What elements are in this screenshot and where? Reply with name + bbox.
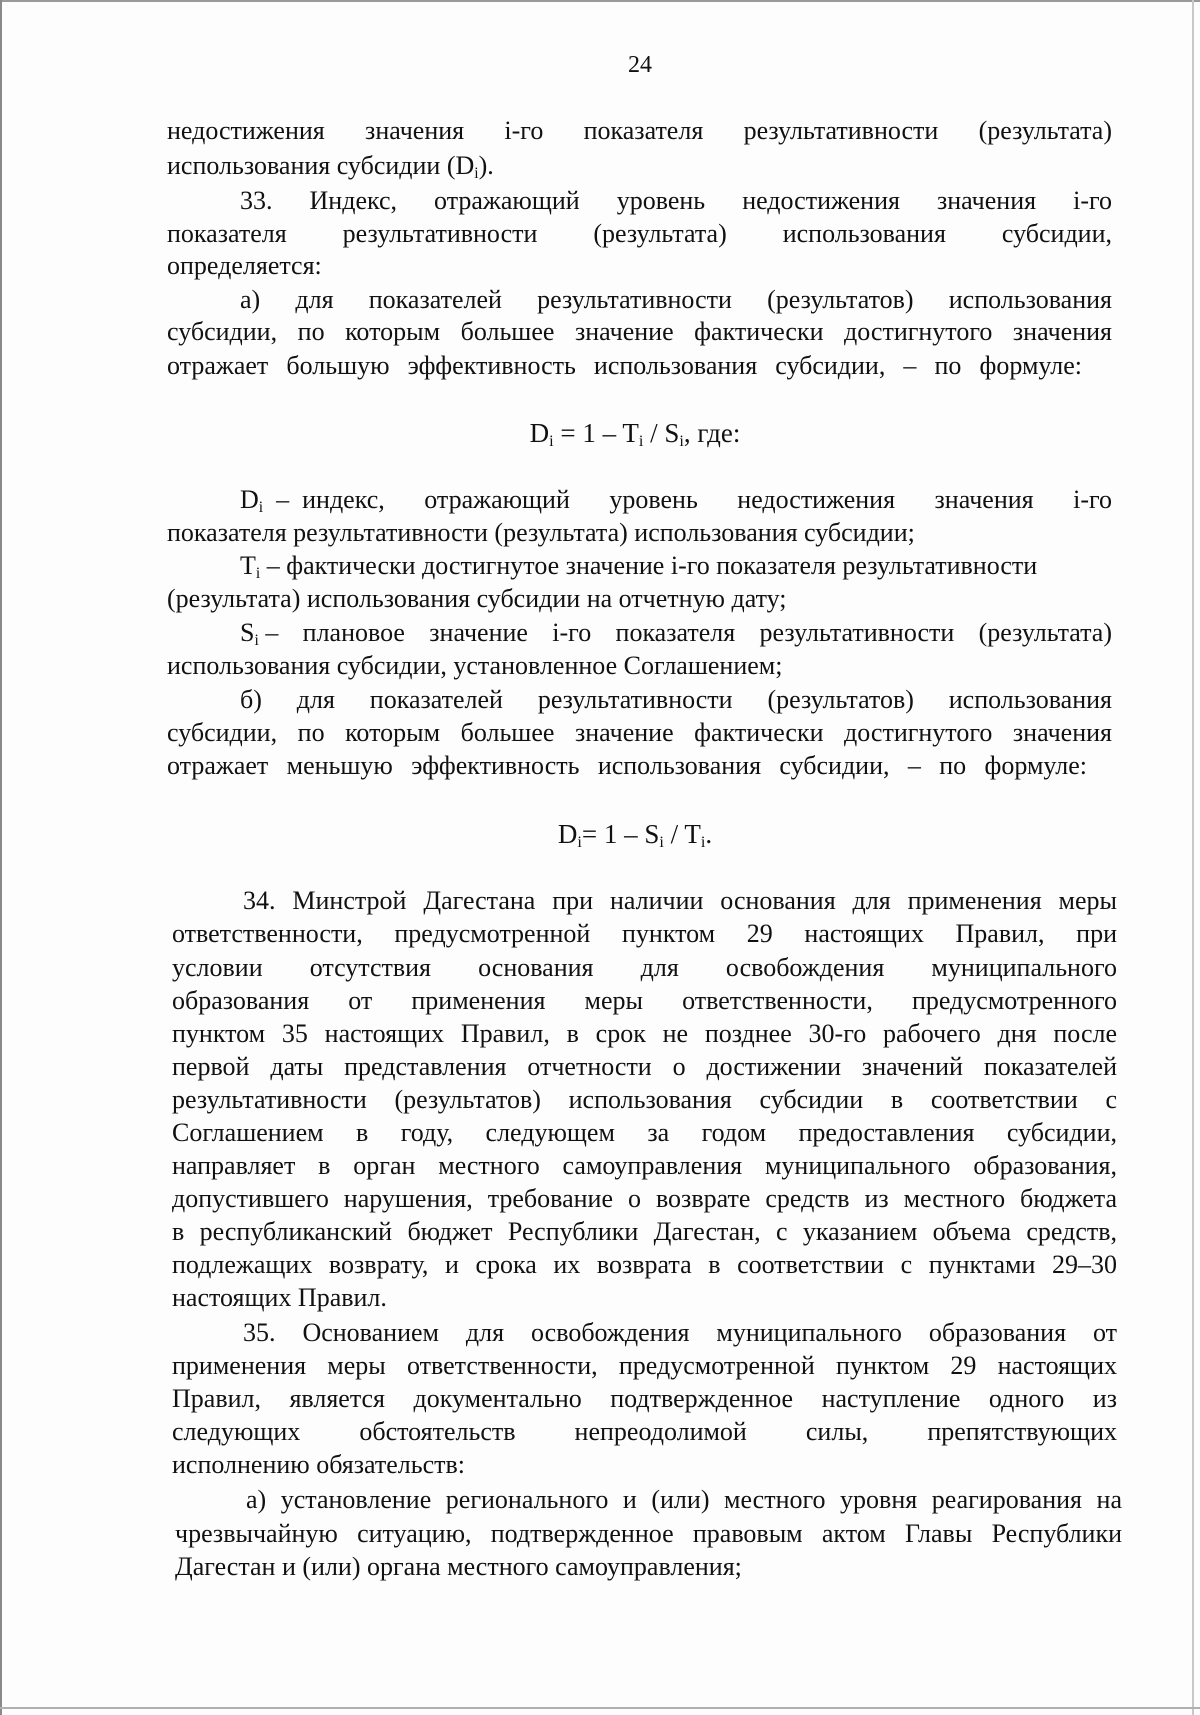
text-line: 34. Минстрой Дагестана при наличии основания для применения меры — [243, 886, 1117, 915]
text-line: Правил, является документально подтвержденное наступление одного из — [172, 1384, 1117, 1413]
formula-symbol: S — [644, 819, 660, 849]
text-fragment: ). — [478, 151, 494, 180]
text-line: а) для показателей результативности (результатов) использования — [240, 285, 1112, 314]
formula-symbol: T — [684, 819, 701, 849]
text-line: (результата) использования субсидии на отчетную дату; — [167, 584, 787, 613]
text-line: отражает большую эффективность использования субсидии, – по формуле: — [167, 351, 1082, 380]
formula-fragment: = 1 – — [553, 418, 623, 448]
scan-edge-left — [0, 0, 2, 1715]
formula-symbol: D — [240, 485, 259, 514]
text-line: определяется: — [167, 251, 322, 280]
text-line: чрезвычайную ситуацию, подтвержденное правовым актом Главы Республики — [175, 1519, 1122, 1548]
definition-symbol — [240, 617, 265, 649]
formula-1 — [0, 417, 1200, 449]
text-line: настоящих Правил. — [172, 1283, 387, 1312]
subscript-i: i — [638, 432, 644, 451]
formula-fragment: / — [643, 418, 665, 448]
text-line: недостижения значения i-го показателя результативности (результата) — [167, 116, 1112, 145]
formula-symbol: D — [529, 418, 550, 448]
definition-text: – плановое значение i-го показателя результативности (результата) — [265, 618, 1112, 647]
subscript-i: i — [549, 432, 554, 451]
formula-symbol: T — [622, 418, 639, 448]
subscript-i: i — [700, 833, 706, 852]
subscript-i: i — [254, 631, 259, 649]
formula-symbol: S — [240, 618, 255, 647]
text-line: пунктом 35 настоящих Правил, в срок не позднее 30-го рабочего дня после — [172, 1019, 1117, 1048]
text-line: следующих обстоятельств непреодолимой силы, препятствующих — [172, 1417, 1117, 1446]
formula-fragment: , где: — [683, 418, 741, 448]
subscript-i: i — [577, 833, 582, 852]
text-line — [167, 150, 494, 182]
text-line: Дагестан и (или) органа местного самоуправления; — [175, 1552, 742, 1581]
formula-fragment: / — [663, 819, 685, 849]
text-line: показателя результативности (результата) использования субсидии; — [167, 518, 915, 547]
text-line: показателя результативности (результата) использования субсидии, — [167, 219, 1112, 248]
text-line: субсидии, по которым большее значение фактически достигнутого значения — [167, 718, 1112, 747]
text-line: применения меры ответственности, предусмотренной пунктом 29 настоящих — [172, 1351, 1117, 1380]
text-line — [240, 484, 1112, 516]
scan-edge-top — [0, 0, 1200, 2]
text-line: ответственности, предусмотренной пунктом 29 настоящих Правил, при — [172, 919, 1117, 948]
text-line: а) установление регионального и (или) местного уровня реагирования на — [246, 1485, 1122, 1514]
subscript-i: i — [659, 833, 664, 852]
formula-symbol: S — [664, 418, 680, 448]
text-line: результативности (результатов) использования субсидии в соответствии с — [172, 1085, 1117, 1114]
text-line: допустившего нарушения, требование о возврате средств из местного бюджета — [172, 1184, 1117, 1213]
text-line: исполнению обязательств: — [172, 1450, 466, 1479]
formula-symbol: T — [240, 551, 256, 580]
text-line — [240, 617, 1112, 649]
text-line: подлежащих возврату, и срока их возврата в соответствии с пунктами 29–30 — [172, 1250, 1117, 1279]
text-line: условии отсутствия основания для освобождения муниципального — [172, 953, 1117, 982]
text-line: использования субсидии, установленное Соглашением; — [167, 651, 783, 680]
dash: – — [276, 485, 290, 514]
scan-edge-bottom — [0, 1707, 1200, 1709]
text-line: отражает меньшую эффективность использования субсидии, – по формуле: — [167, 751, 1087, 780]
subscript-i: i — [258, 498, 264, 516]
text-line: первой даты представления отчетности о достижении значений показателей — [172, 1052, 1117, 1081]
text-line: в республиканский бюджет Республики Дагестан, с указанием объема средств, — [172, 1217, 1117, 1246]
text-line: 35. Основанием для освобождения муниципального образования от — [243, 1318, 1117, 1347]
text-line: Соглашением в году, следующем за годом предоставления субсидии, — [172, 1118, 1117, 1147]
subscript-i: i — [255, 564, 261, 582]
text-line — [240, 550, 1112, 582]
text-line: б) для показателей результативности (результатов) использования — [240, 685, 1112, 714]
definition-text: индекс, отражающий уровень недостижения значения i-го — [302, 485, 1112, 514]
subscript-i: i — [474, 164, 479, 182]
definition-text: – фактически достигнутое значение i-го показателя результативности — [266, 551, 1038, 580]
definition-symbol — [240, 484, 302, 516]
text-fragment: использования субсидии (D — [167, 151, 475, 180]
text-line: 33. Индекс, отражающий уровень недостижения значения i-го — [240, 186, 1112, 215]
text-line: образования от применения меры ответственности, предусмотренного — [172, 986, 1117, 1015]
formula-symbol: D — [557, 819, 578, 849]
subscript-i: i — [679, 432, 684, 451]
scan-edge-right — [1192, 0, 1194, 1715]
formula-2 — [0, 818, 1200, 850]
formula-fragment: . — [705, 819, 713, 849]
formula-fragment: = 1 – — [581, 819, 645, 849]
page-number: 24 — [628, 52, 652, 78]
text-line: направляет в орган местного самоуправления муниципального образования, — [172, 1151, 1117, 1180]
text-line: субсидии, по которым большее значение фактически достигнутого значения — [167, 317, 1112, 346]
